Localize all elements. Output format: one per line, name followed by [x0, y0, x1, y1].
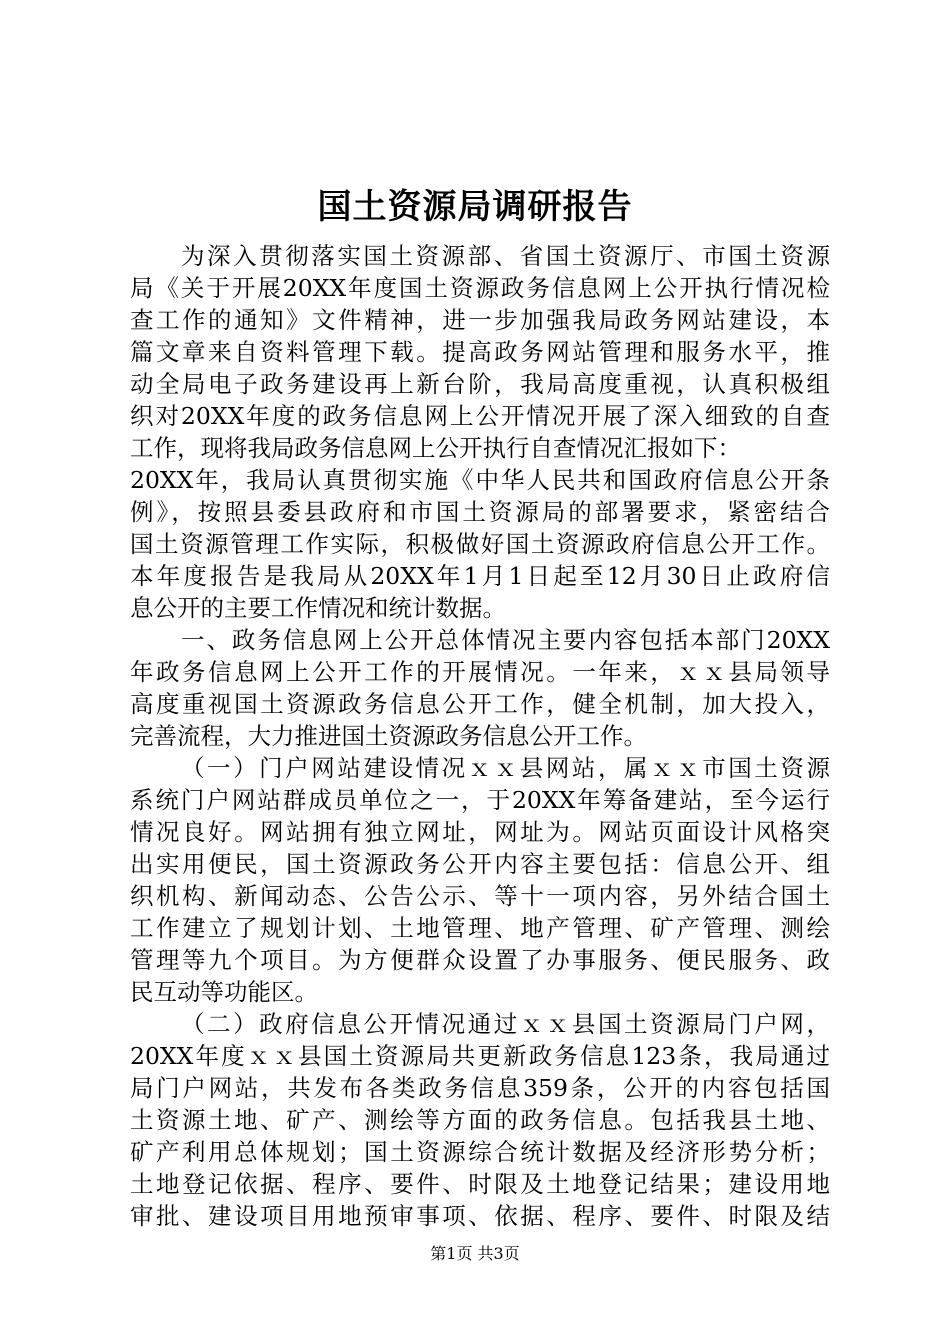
paragraph-line: 为深入贯彻落实国土资源部、省国土资源厅、市国土资源 — [181, 242, 830, 270]
paragraph-line: 国土资源管理工作实际，积极做好国土资源政府信息公开工作。 — [130, 530, 830, 558]
paragraph-line: 土地登记依据、程序、要件、时限及土地登记结果；建设用地 — [130, 1170, 830, 1198]
paragraph-line: （一）门户网站建设情况ｘｘ县网站，属ｘｘ市国土资源 — [181, 754, 830, 782]
paragraph-line: 一、政务信息网上公开总体情况主要内容包括本部门20XX — [181, 626, 830, 654]
paragraph-line: 年政务信息网上公开工作的开展情况。一年来，ｘｘ县局领导 — [130, 658, 830, 686]
paragraph-line: 局《关于开展20XX年度国土资源政务信息网上公开执行情况检 — [130, 274, 830, 302]
paragraph-line: 查工作的通知》文件精神，进一步加强我局政务网站建设，本 — [130, 306, 830, 334]
paragraph-line: 工作建立了规划计划、土地管理、地产管理、矿产管理、测绘 — [130, 914, 830, 942]
paragraph-line: 民互动等功能区。 — [130, 978, 318, 1006]
document-body — [130, 240, 830, 1232]
paragraph-line: 土资源土地、矿产、测绘等方面的政务信息。包括我县土地、 — [130, 1106, 830, 1134]
paragraph-line: 矿产利用总体规划；国土资源综合统计数据及经济形势分析； — [130, 1138, 830, 1166]
paragraph-line: 高度重视国土资源政务信息公开工作，健全机制，加大投入， — [130, 690, 830, 718]
paragraph-line: 出实用便民，国土资源政务公开内容主要包括：信息公开、组 — [130, 850, 830, 878]
paragraph-line: 织机构、新闻动态、公告公示、等十一项内容，另外结合国土 — [130, 882, 830, 910]
paragraph-line: （二）政府信息公开情况通过ｘｘ县国土资源局门户网， — [181, 1010, 830, 1038]
paragraph-line: 局门户网站，共发布各类政务信息359条，公开的内容包括国 — [130, 1074, 830, 1102]
paragraph-line: 织对20XX年度的政务信息网上公开情况开展了深入细致的自查 — [130, 402, 830, 430]
paragraph-line: 例》，按照县委县政府和市国土资源局的部署要求，紧密结合 — [130, 498, 830, 526]
paragraph-line: 情况良好。网站拥有独立网址，网址为。网站页面设计风格突 — [130, 818, 830, 846]
paragraph-line: 完善流程，大力推进国土资源政务信息公开工作。 — [130, 722, 647, 750]
paragraph-line: 篇文章来自资料管理下载。提高政务网站管理和服务水平，推 — [130, 338, 830, 366]
page-footer: 第1页 共3页 — [430, 1244, 520, 1263]
paragraph-line: 20XX年度ｘｘ县国土资源局共更新政务信息123条，我局通过 — [130, 1042, 830, 1070]
paragraph-line: 管理等九个项目。为方便群众设置了办事服务、便民服务、政 — [130, 946, 830, 974]
paragraph-line: 20XX年，我局认真贯彻实施《中华人民共和国政府信息公开条 — [130, 466, 830, 494]
paragraph-line: 本年度报告是我局从20XX年1月1日起至12月30日止政府信 — [130, 562, 830, 590]
document-title: 国土资源局调研报告 — [317, 187, 633, 227]
paragraph-line: 息公开的主要工作情况和统计数据。 — [130, 594, 506, 622]
paragraph-line: 动全局电子政务建设再上新台阶，我局高度重视，认真积极组 — [130, 370, 830, 398]
paragraph-line: 系统门户网站群成员单位之一，于20XX年筹备建站，至今运行 — [130, 786, 830, 814]
paragraph-line: 工作，现将我局政务信息网上公开执行自查情况汇报如下： — [130, 434, 741, 462]
paragraph-line: 审批、建设项目用地预审事项、依据、程序、要件、时限及结 — [130, 1202, 830, 1230]
